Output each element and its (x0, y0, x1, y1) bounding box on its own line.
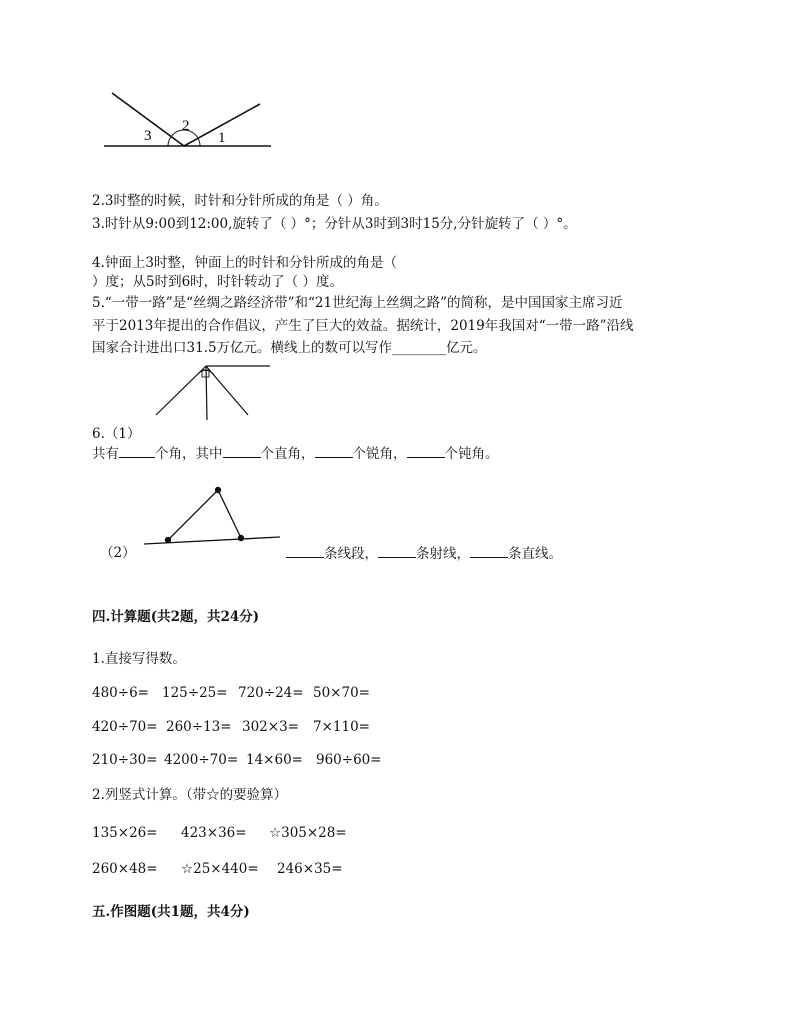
question-5-line-1: 5.“一带一路”是“丝绸之路经济带”和“21世纪海上丝绸之路”的简称，是中国国家主席习近 (92, 295, 623, 311)
calc-item: 246×35= (277, 861, 343, 877)
calc-item: 4200÷70= (164, 752, 239, 768)
answer-blank-right-angles[interactable] (223, 445, 261, 458)
calc-item: 50×70= (313, 685, 370, 701)
calc-item: 720÷24= (238, 685, 304, 701)
calc-item: 14×60= (246, 752, 303, 768)
calc-item: 302×3= (242, 719, 299, 735)
question-4-line-2: ）度；从5时到6时，时针转动了（ ）度。 (92, 274, 343, 290)
calc-item: 423×36= (181, 825, 247, 841)
angle-figure-1 (100, 88, 280, 163)
calc-item: 125÷25= (162, 685, 228, 701)
calc-item: 960÷60= (316, 752, 382, 768)
question-6-part-1 (92, 445, 499, 463)
question-6-part-2-label: （2） (100, 545, 136, 561)
q6-text-lines: 条直线。 (508, 546, 562, 562)
rays-figure (150, 360, 280, 425)
angle-label-3: 3 (144, 128, 152, 144)
section-4-title: 四.计算题(共2题，共24分) (92, 609, 260, 625)
question-2: 2.3时整的时候，时针和分针所成的角是（ ）角。 (92, 193, 388, 209)
q6-text-b: 个角，其中 (155, 446, 223, 462)
q6-text-segments: 条线段， (324, 546, 378, 562)
question-6-label: 6.（1） (92, 426, 141, 442)
section-4-q1-title: 1.直接写得数。 (92, 651, 186, 667)
q6-text-a: 共有 (92, 446, 119, 462)
calc-item: 420÷70= (92, 719, 158, 735)
answer-blank-segments[interactable] (286, 545, 324, 558)
section-4-q2-title: 2.列竖式计算。（带☆的要验算） (92, 787, 288, 803)
answer-blank-total-angles[interactable] (119, 445, 155, 458)
triangle-line-figure (140, 484, 285, 559)
section-5-title: 五.作图题(共1题，共4分) (92, 904, 250, 920)
answer-blank-lines[interactable] (470, 545, 508, 558)
question-5-line-3: 国家合计进出口31.5万亿元。横线上的数可以写作________亿元。 (92, 340, 487, 356)
calc-item: 135×26= (92, 825, 158, 841)
calc-item: 260÷13= (166, 719, 232, 735)
question-4-line-1: 4.钟面上3时整，钟面上的时针和分针所成的角是（ (92, 255, 397, 271)
q6-text-d: 个锐角， (352, 446, 407, 462)
q6-text-e: 个钝角。 (444, 446, 499, 462)
question-3: 3.时针从9:00到12:00,旋转了（ ）°；分针从3时到3时15分,分针旋转了（ ）°。 (92, 216, 577, 232)
calc-item: ☆305×28= (269, 825, 347, 841)
answer-blank-rays[interactable] (378, 545, 416, 558)
question-5-line-2: 平于2013年提出的合作倡议，产生了巨大的效益。据统计，2019年我国对“一带一路”沿线 (92, 318, 634, 334)
q6-text-rays: 条射线， (416, 546, 470, 562)
angle-label-2: 2 (182, 118, 190, 134)
calc-item: ☆25×440= (181, 861, 259, 877)
question-6-part-2 (286, 545, 562, 563)
calc-item: 260×48= (92, 861, 158, 877)
calc-item: 210÷30= (92, 752, 158, 768)
answer-blank-acute-angles[interactable] (315, 445, 353, 458)
q6-text-c: 个直角， (260, 446, 315, 462)
calc-item: 7×110= (313, 719, 370, 735)
answer-blank-obtuse-angles[interactable] (407, 445, 445, 458)
angle-label-1: 1 (218, 130, 226, 146)
calc-item: 480÷6= (92, 685, 149, 701)
